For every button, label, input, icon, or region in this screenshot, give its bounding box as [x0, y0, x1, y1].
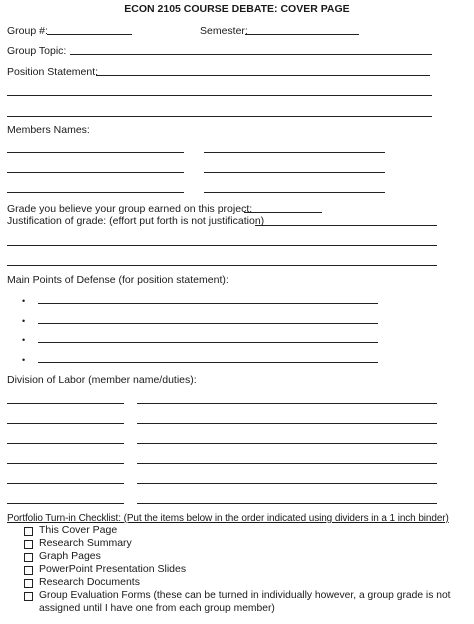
- grade-field[interactable]: [244, 212, 322, 213]
- position-statement-label: Position Statement:: [7, 66, 99, 78]
- member-name-field[interactable]: [7, 463, 124, 464]
- member-duties-field[interactable]: [137, 403, 437, 404]
- member-name-field[interactable]: [7, 192, 184, 193]
- member-name-field[interactable]: [7, 152, 184, 153]
- checkbox-icon[interactable]: [24, 553, 33, 562]
- group-topic-label: Group Topic:: [7, 45, 67, 57]
- justification-line-3[interactable]: [7, 265, 437, 266]
- checkbox-icon[interactable]: [24, 592, 33, 601]
- checklist-item: This Cover Page: [39, 524, 118, 536]
- position-statement-field[interactable]: [96, 75, 430, 76]
- portfolio-checklist-heading: Portfolio Turn-in Checklist: (Put the items below in the order indicated using dividers in a 1 inch binder): [7, 513, 449, 524]
- member-duties-field[interactable]: [137, 423, 437, 424]
- member-duties-field[interactable]: [137, 503, 437, 504]
- member-name-field[interactable]: [204, 192, 385, 193]
- bullet-icon: •: [22, 355, 26, 365]
- group-number-label: Group #:: [7, 25, 48, 37]
- grade-label: Grade you believe your group earned on this project:: [7, 203, 253, 215]
- checkbox-icon[interactable]: [24, 579, 33, 588]
- group-number-field[interactable]: [47, 34, 132, 35]
- justification-line-2[interactable]: [7, 245, 437, 246]
- page-title: ECON 2105 COURSE DEBATE: COVER PAGE: [124, 3, 350, 15]
- member-duties-field[interactable]: [137, 463, 437, 464]
- semester-label: Semester:: [200, 25, 248, 37]
- checklist-item: Graph Pages: [39, 550, 101, 562]
- checkbox-icon[interactable]: [24, 566, 33, 575]
- checklist-item: Research Documents: [39, 576, 140, 588]
- bullet-icon: •: [22, 335, 26, 345]
- checklist-item: Group Evaluation Forms (these can be turned in individually however, a group grade is not: [39, 590, 451, 601]
- justification-label: Justification of grade: (effort put forth is not justification): [7, 215, 265, 227]
- checkbox-icon[interactable]: [24, 540, 33, 549]
- member-name-field[interactable]: [7, 483, 124, 484]
- justification-field[interactable]: [255, 225, 437, 226]
- position-statement-line-3[interactable]: [7, 116, 432, 117]
- bullet-icon: •: [22, 296, 26, 306]
- member-name-field[interactable]: [204, 152, 385, 153]
- member-name-field[interactable]: [7, 403, 124, 404]
- member-duties-field[interactable]: [137, 483, 437, 484]
- main-point-field[interactable]: [38, 323, 378, 324]
- member-name-field[interactable]: [204, 172, 385, 173]
- members-names-label: Members Names:: [7, 124, 90, 136]
- member-name-field[interactable]: [7, 423, 124, 424]
- bullet-icon: •: [22, 316, 26, 326]
- division-of-labor-label: Division of Labor (member name/duties):: [7, 374, 197, 386]
- checklist-item: Research Summary: [39, 537, 132, 549]
- checklist-item-continuation: assigned until I have one from each group member): [39, 603, 275, 614]
- main-point-field[interactable]: [38, 362, 378, 363]
- position-statement-line-2[interactable]: [7, 95, 432, 96]
- main-point-field[interactable]: [38, 303, 378, 304]
- main-point-field[interactable]: [38, 342, 378, 343]
- member-name-field[interactable]: [7, 172, 184, 173]
- group-topic-field[interactable]: [70, 54, 432, 55]
- member-name-field[interactable]: [7, 443, 124, 444]
- member-duties-field[interactable]: [137, 443, 437, 444]
- member-name-field[interactable]: [7, 503, 124, 504]
- checklist-item: PowerPoint Presentation Slides: [39, 563, 187, 575]
- checkbox-icon[interactable]: [24, 527, 33, 536]
- main-points-label: Main Points of Defense (for position statement):: [7, 274, 229, 286]
- semester-field[interactable]: [245, 34, 359, 35]
